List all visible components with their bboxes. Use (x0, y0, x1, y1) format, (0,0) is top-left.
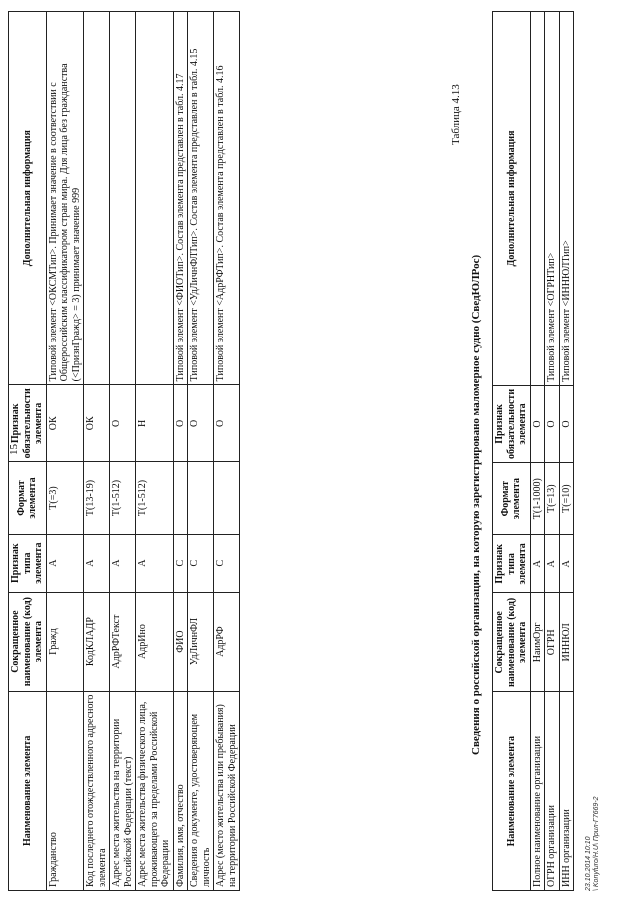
organization-table (492, 11, 574, 891)
table-title: Сведения о российской организации, на которую зарегистрировано маломерное судно (СведЮЛРос) (470, 254, 482, 755)
table-row (559, 12, 574, 891)
header-code: Сокращенное наименование (код) элемента (493, 593, 531, 692)
cell-code: ИННЮЛ (559, 593, 574, 692)
table-row (84, 12, 110, 891)
cell-name: ИНН организации (559, 692, 574, 891)
cell-type: С (188, 534, 214, 592)
cell-name: Адрес места жительства на территории Российской Федерации (текст) (110, 691, 136, 890)
footer-path: \ Konyfuro/H.U\ Прил-Г7669-2 (593, 796, 601, 891)
cell-name: Адрес места жительства физического лица, проживающего за пределами Российской Федерации (136, 691, 174, 890)
cell-required: О (173, 385, 188, 462)
cell-info: Типовой элемент <УдЛичнФЛТип>. Состав элемента представлен в табл. 4.15 (188, 12, 214, 385)
cell-type: А (46, 534, 84, 592)
cell-required: ОК (84, 385, 110, 462)
footer-timestamp: 23.10.2014 10:10 (585, 836, 592, 891)
elements-table-continued (8, 11, 240, 891)
cell-code: УдЛичнФЛ (188, 592, 214, 691)
table-row (110, 12, 136, 891)
cell-format: T(1-512) (136, 462, 174, 534)
table-row (214, 12, 240, 891)
cell-info: Типовой элемент <ИННЮЛТип> (559, 12, 574, 386)
cell-format: T(=10) (559, 462, 574, 534)
cell-name: Полное наименование организации (530, 692, 545, 891)
header-name: Наименование элемента (493, 692, 531, 891)
cell-type: А (84, 534, 110, 592)
cell-format: T(13-19) (84, 462, 110, 534)
header-info: Дополнительная информация (9, 12, 47, 385)
cell-type: С (173, 534, 188, 592)
cell-info: Типовой элемент <ФИОТип>. Состав элемента представлен в табл. 4.17 (173, 12, 188, 385)
header-required: Признак обязательности элемента (493, 385, 531, 462)
header-type: Признак типа элемента (9, 534, 47, 592)
cell-format: T(=3) (46, 462, 84, 534)
cell-name: Фамилия, имя, отчество (173, 691, 188, 890)
table-row (530, 12, 545, 891)
cell-format: T(=13) (545, 462, 560, 534)
cell-type: А (559, 535, 574, 593)
cell-type: А (136, 534, 174, 592)
cell-info (136, 12, 174, 385)
cell-required: Н (136, 385, 174, 462)
cell-code: ФИО (173, 592, 188, 691)
cell-name: Код последнего отождествленного адресного элемента (84, 691, 110, 890)
cell-code: АдрИно (136, 592, 174, 691)
cell-info: Типовой элемент <АдрРФТип>. Состав элемента представлен в табл. 4.16 (214, 12, 240, 385)
table-row (136, 12, 174, 891)
table-row (173, 12, 188, 891)
header-code: Сокращенное наименование (код) элемента (9, 592, 47, 691)
cell-type: А (530, 535, 545, 593)
cell-code: ОГРН (545, 593, 560, 692)
cell-format (173, 462, 188, 534)
cell-format: T(1-1000) (530, 462, 545, 534)
table-row (46, 12, 84, 891)
cell-required: ОК (46, 385, 84, 462)
header-required: Признак обязательности элемента (9, 385, 47, 462)
cell-required: О (545, 385, 560, 462)
cell-format: T(1-512) (110, 462, 136, 534)
print-footer (585, 796, 602, 891)
cell-type: С (214, 534, 240, 592)
cell-info: Типовой элемент <ОКСМТип>. Принимает значение в соответствии с Общероссийским классификатором стран мира. Для лица без гражданства (<ПризнГражд> = 3) принимает значение 999 (46, 12, 84, 385)
table-header-row (9, 12, 47, 891)
header-info: Дополнительная информация (493, 12, 531, 386)
cell-code: НаимОрг (530, 593, 545, 692)
cell-required: О (188, 385, 214, 462)
cell-name: Сведения о документе, удостоверяющем личность (188, 691, 214, 890)
cell-name: Гражданство (46, 691, 84, 890)
cell-required: О (530, 385, 545, 462)
cell-code: АдрРФТекст (110, 592, 136, 691)
table-row (545, 12, 560, 891)
cell-type: А (545, 535, 560, 593)
header-name: Наименование элемента (9, 691, 47, 890)
cell-code: КодКЛАДР (84, 592, 110, 691)
header-type: Признак типа элемента (493, 535, 531, 593)
cell-code: АдрРФ (214, 592, 240, 691)
cell-name: ОГРН организации (545, 692, 560, 891)
cell-info (110, 12, 136, 385)
cell-info (530, 12, 545, 386)
cell-required: О (214, 385, 240, 462)
table-header-row (493, 12, 531, 891)
header-format: Формат элемента (493, 462, 531, 534)
cell-required: О (110, 385, 136, 462)
cell-format (188, 462, 214, 534)
page-number: 15 (8, 444, 20, 455)
table-number: Таблица 4.13 (450, 84, 462, 145)
cell-type: А (110, 534, 136, 592)
cell-required: О (559, 385, 574, 462)
cell-info (84, 12, 110, 385)
cell-info: Типовой элемент <ОГРНТип> (545, 12, 560, 386)
cell-name: Адрес (место жительства или пребывания) на территории Российской Федерации (214, 691, 240, 890)
table-row (188, 12, 214, 891)
cell-format (214, 462, 240, 534)
cell-code: Гражд (46, 592, 84, 691)
header-format: Формат элемента (9, 462, 47, 534)
